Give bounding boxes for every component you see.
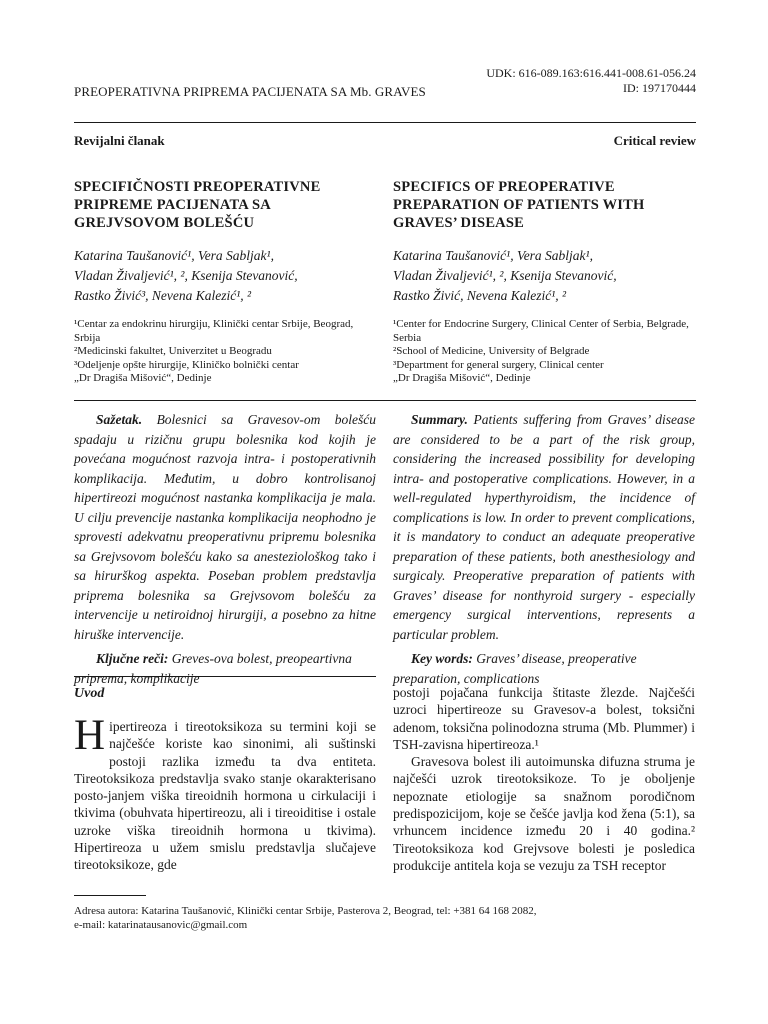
udk-code: UDK: 616-089.163:616.441-008.61-056.24 — [486, 66, 696, 80]
body-paragraph: Gravesova bolest ili autoimunska difuzna struma je najčešći uzrok tireotoksikoze. To je oboljenje nepoznate etiologije sa snažnom porodičnom predispozicijom, koje se češće javlja kod žena (5:1), sa vrhuncem incidence između 20 i 40 godina.² Tireotoksikoza kod Grejvsove bolesti je posledica produkcije antitela koja se vezuju za TSH receptor — [393, 754, 695, 873]
running-title: PREOPERATIVNA PRIPREMA PACIJENATA SA Mb. GRAVES — [74, 84, 426, 99]
paragraph-text: ipertireoza i tireotoksikoza su termini koji se najčešće koriste kao sinonimi, ali suštinski postoji razlika između ta dva entiteta. Tireotoksikoza predstavlja svako stanje okarakterisano posto-janjem viška tireoidnih hormona u cirkulaciji i tkivima (obuhvata hipertireozu, ali i tireoiditise i ostale uzroke viška tireoidnih hormona u tkivima). Hipertireoza u užem smislu predstavlja slučajeve tireotoksikoze, gde — [74, 719, 376, 873]
title-sr: SPECIFIČNOSTI PREOPERATIVNE PRIPREME PACIJENATA SA GREJVSOVOM BOLEŠĆU — [74, 179, 321, 231]
body-paragraph — [74, 712, 376, 874]
body-left-column — [74, 712, 376, 874]
authors-line: Rastko Živić, Nevena Kalezić¹, ² — [393, 288, 567, 303]
footnote-rule — [74, 895, 146, 896]
footnote-line: Adresa autora: Katarina Taušanović, Klinički centar Srbije, Pasterova 2, Beograd, tel: +381 64 168 2082, — [74, 905, 537, 917]
abstract-label: Sažetak. — [96, 412, 143, 427]
affiliation: „Dr Dragiša Mišović“, Dedinje — [74, 372, 212, 384]
footnote-line: e-mail: katarinatausanovic@gmail.com — [74, 919, 248, 931]
abstract-rule — [74, 400, 696, 401]
affiliation: ³Department for general surgery, Clinical center — [393, 358, 604, 371]
abstract-text: Patients suffering from Graves’ disease are considered to be a part of the risk group, considering the increased possibility for developing intra- and postoperative complications. However, in a well-regulated hyperthyroidism, the incidence of complications is low. In order to prevent complications, it is mandatory to conduct an adequate preoperative preparation of these patients, both anesthesiology and surgicaly. Preoperative preparation of patients with Graves’ disease for nonthyroid surgery - especially emergency surgical interventions, represents a particular problem. — [393, 412, 695, 642]
author-address-footnote — [74, 904, 537, 932]
keywords-label: Key words: — [411, 651, 473, 666]
article-type-en: Critical review — [613, 133, 696, 148]
udk-block — [486, 66, 696, 96]
abstract-text: Bolesnici sa Gravesov-om bolešću spadaju u rizičnu grupu bolesnika kod kojih je povećana mogućnost razvoja intra- i postoperativnih komplikacija. Međutim, u dobro kontrolisanoj hipertireozi mogućnost nastanka komplikacija je mala. U cilju prevencije nastanka komplikacija neophodno je sprovesti adekvatnu preoperativnu pripremu bolesnika sa Grejvsovom bolešću kako sa anesteziološkog tako i sa hirurškog aspekta. Poseban problem predstavlja priprema bolesnika sa Grejvsovom bolešću za intervencije u netiroidnoj hirurgiji, a posebno za hitne hiruške intervencije. — [74, 412, 376, 642]
authors-sr — [74, 246, 376, 306]
affiliation: ²Medicinski fakultet, Univerzitet u Beogradu — [74, 345, 272, 357]
affiliation: „Dr Dragiša Mišović“, Dedinje — [393, 372, 531, 384]
section-title: Uvod — [74, 686, 105, 701]
section-rule — [74, 676, 376, 677]
authors-line: Vladan Živaljević¹, ², Ksenija Stevanović, — [74, 268, 298, 283]
affiliation: ²School of Medicine, University of Belgrade — [393, 345, 590, 357]
article-id: ID: 197170444 — [623, 81, 696, 95]
keywords-text: Greves-ova bolest, preopeartivna priprema, komplikacije — [74, 651, 352, 686]
article-type-sr: Revijalni članak — [74, 133, 165, 148]
affiliations-en — [393, 318, 695, 386]
authors-en — [393, 246, 695, 306]
affiliations-sr — [74, 318, 376, 386]
abstract-en — [393, 410, 695, 688]
authors-line: Katarina Taušanović¹, Vera Sabljak¹, — [393, 248, 593, 263]
body-right-column — [393, 684, 695, 874]
authors-line: Katarina Taušanović¹, Vera Sabljak¹, — [74, 248, 274, 263]
abstract-paragraph — [393, 410, 695, 644]
keywords-text: Graves’ disease, preoperative preparation, complications — [393, 651, 637, 686]
affiliation: ¹Center for Endocrine Surgery, Clinical Center of Serbia, Belgrade, Serbia — [393, 318, 689, 344]
authors-line: Vladan Živaljević¹, ², Ksenija Stevanović, — [393, 268, 617, 283]
body-paragraph: postoji pojačana funkcija štitaste žlezde. Najčešći uzroci hipertireoze su Gravesov-a bolest, toksični adenom, toksična polinodozna struma (Mb. Plummer) i TSH-zavisna hipertireoza.¹ — [393, 685, 695, 752]
drop-cap: H — [74, 712, 106, 759]
affiliation: ³Odeljenje opšte hirurgije, Kliničko bolnički centar — [74, 358, 299, 371]
header-rule — [74, 122, 696, 123]
abstract-sr — [74, 410, 376, 688]
authors-line: Rastko Živić³, Nevena Kalezić¹, ² — [74, 288, 252, 303]
title-en: SPECIFICS OF PREOPERATIVE PREPARATION OF PATIENTS WITH GRAVES’ DISEASE — [393, 179, 645, 231]
abstract-label: Summary. — [411, 412, 468, 427]
keywords — [74, 649, 376, 688]
keywords-label: Ključne reči: — [96, 651, 169, 666]
keywords — [393, 649, 695, 688]
abstract-paragraph — [74, 410, 376, 644]
affiliation: ¹Centar za endokrinu hirurgiju, Klinički centar Srbije, Beograd, Srbija — [74, 318, 354, 344]
